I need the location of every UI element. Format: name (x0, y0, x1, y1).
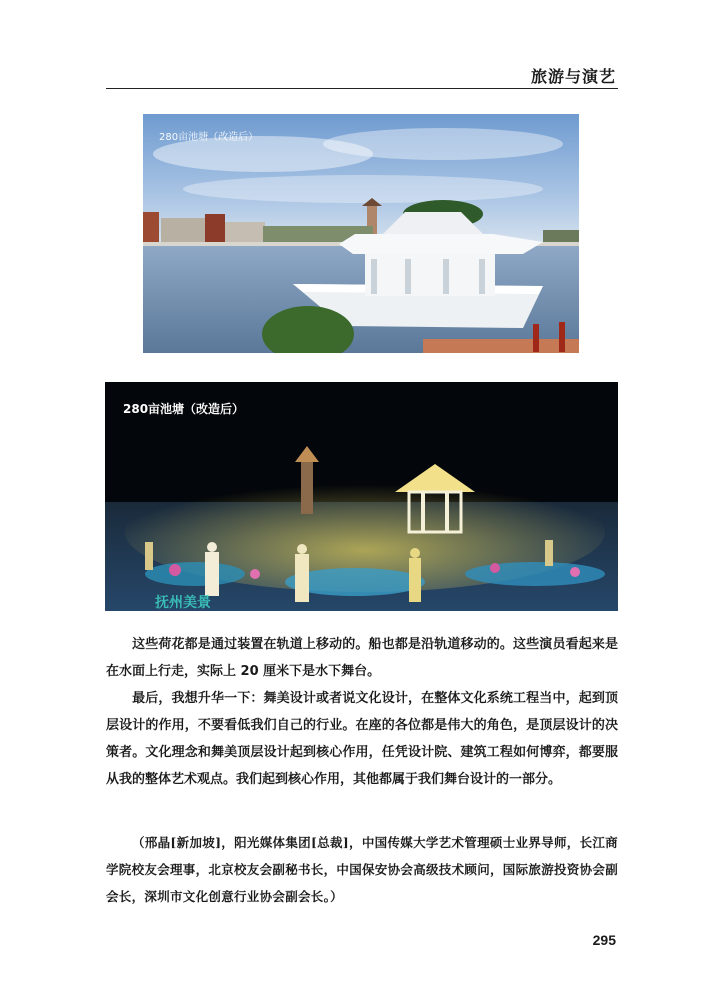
body-paragraph-2 (106, 685, 618, 793)
body-paragraph-1 (106, 631, 618, 685)
author-note-text: （邢晶[新加坡]，阳光媒体集团[总裁]，中国传媒大学艺术管理硕士业界导师，长江商学院校友会理事，北京校友会副秘书长，中国保安协会高级技术顾问，国际旅游投资协会副会长，深圳市文化创意行业协会副会长。） (106, 835, 619, 904)
figure-daytime-pond (143, 114, 579, 353)
header-divider (106, 88, 618, 89)
figure-night-performance (105, 382, 618, 611)
figure-2-watermark: 抚州美景 (155, 595, 211, 611)
figure-2-caption: 280亩池塘（改造后） (123, 402, 245, 416)
author-note (106, 829, 618, 910)
figure-1-caption: 280亩池塘（改造后） (159, 132, 259, 143)
page-number: 295 (592, 932, 616, 948)
section-title: 旅游与演艺 (530, 67, 616, 86)
body-paragraph-1-text: 这些荷花都是通过装置在轨道上移动的。船也都是沿轨道移动的。这些演员看起来是在水面上行走，实际上 20 厘米下是水下舞台。 (106, 637, 618, 679)
body-paragraph-2-text: 最后，我想升华一下：舞美设计或者说文化设计，在整体文化系统工程当中，起到顶层设计的作用，不要看低我们自己的行业。在座的各位都是伟大的角色，是顶层设计的决策者。文化理念和舞美顶层设计起到核心作用，任凭设计院、建筑工程如何博弈，都要服从我的整体艺术观点。我们起到核心作用，其他都属于我们舞台设计的一部分。 (106, 691, 618, 787)
daytime-pond-illustration (143, 114, 579, 353)
